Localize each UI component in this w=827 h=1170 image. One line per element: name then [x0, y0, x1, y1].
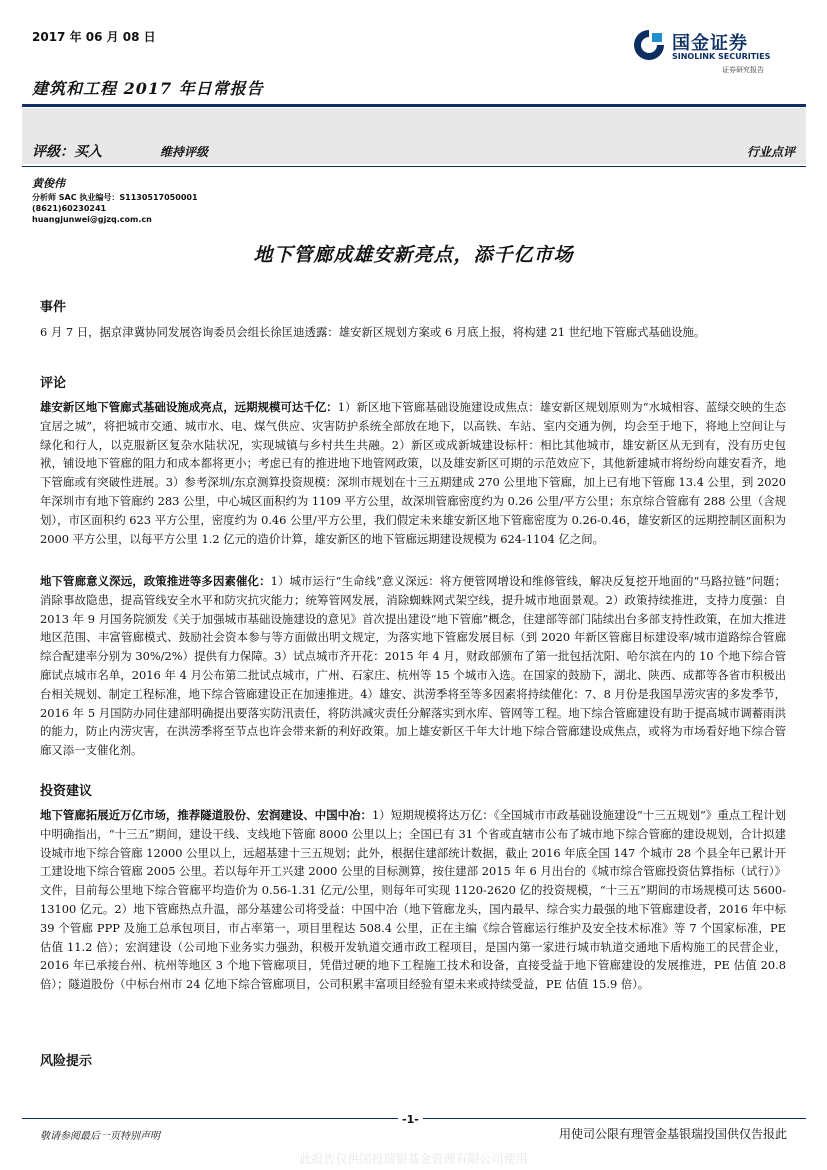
report-date: 2017 年 06 月 08 日	[32, 30, 156, 44]
analyst-email[interactable]: huangjunwei@gjzq.com.cn	[32, 215, 152, 224]
sinolink-logo-icon	[632, 28, 666, 62]
analyst-block	[32, 176, 198, 225]
rating-maintain: 维持评级	[160, 145, 209, 159]
watermark-text: 此报告仅供国投瑞银基金管理有限公司使用	[299, 1152, 528, 1166]
rating-label: 评级：买入	[32, 144, 102, 160]
report-category: 行业点评	[746, 145, 795, 159]
investment-paragraph-lead: 地下管廊拓展近万亿市场，推荐隧道股份、宏润建设、中国中冶：	[40, 808, 372, 822]
logo-english-name: SINOLINK SECURITIES	[672, 52, 771, 61]
company-logo	[632, 26, 792, 76]
rating-band	[22, 108, 806, 164]
header-divider	[22, 104, 806, 107]
comment-paragraph-1-text: 1）新区地下管廊基础设施建设成焦点：雄安新区规划原则为“水城相容、蓝绿交映的生态宜居之城”，将把城市交通、城市水、电、煤气供应、灾害防护系统全部放在地下，以高铁、车站、室内交通为例，均会至于地下，将地上空间让与绿化和行人，以克服新区复杂水陆状况，实现城镇与乡村共生共融。2）新区或成新城建设标杆：相比其他城市，雄安新区从无到有，没有历史包袱，铺设地下管廊的阻力和成本都将更小；考虑已有的推进地下地管网政策，以及雄安新区可期的示范效应下，其他新建城市将纷纷向雄安看齐，地下管廊或有突破性进展。3）参考深圳/东京测算投资规模：深圳市规划在十三五期建成 270 公里地下管廊，加上已有地下管廊 13.4 公里，到 2020 年深圳市有地下管廊约 283 公里，中心城区面积约为 1109 平方公里，故深圳管廊密度约为 0.26 公里/平方公里；东京综合管廊有 288 公里（含规划），市区面积约 623 平方公里，密度约为 0.46 公里/平方公里，我们假定未来雄安新区地下管廊密度为 0.26-0.46，雄安新区的远期控制区面积为 2000 平方公里，以每平方公里 1.2 亿元的造价计算，雄安新区的地下管廊远期建设规模为 624-1104 亿之间。	[40, 400, 786, 546]
comment-paragraph-2	[40, 572, 786, 760]
section-heading-event: 事件	[40, 300, 67, 315]
comment-paragraph-2-text: 1）城市运行“生命线”意义深远：将方便管网增设和维修管线，解决反复挖开地面的“马路拉链”问题；消除事故隐患，提高管线安全水平和防灾抗灾能力；统筹管网发展，消除蜘蛛网式架空线，提升城市地面景观。2）政策持续推进，支持力度强：自 2013 年 9 月国务院颁发《关于加强城市基础设施建设的意见》首次提出建设“地下管廊”概念，住建部等部门陆续出台多部支持性政策，在加大推进地区范围、丰富管廊模式、鼓励社会资本参与等方面做出明文规定，为落实地下管廊发展目标（到 2020 年新区管廊目标建设率/城市道路综合管廊综合配建率分别为 30%/2%）提供有力保障。3）试点城市齐开花：2015 年 4 月，财政部颁布了第一批包括沈阳、哈尔滨在内的 10 个地下综合管廊试点城市名单，2016 年 4 月公布第二批试点城市，广州、石家庄、杭州等 15 个城市入选。在国家的鼓励下，湖北、陕西、成都等各省市积极出台相关规划、制定工程标准，地下综合管廊建设正在加速推进。4）雄安、洪涝季将至等多因素将持续催化：7、8 月份是我国旱涝灾害的多发季节，2016 年 5 月国防办同住建部明确提出要落实防汛责任，将防洪减灾责任分解落实到水库、管网等工程。地下综合管廊建设有助于提高城市调蓄雨洪的能力，防止内涝灾害，在洪涝季将至节点也许会带来新的利好政策。加上雄安新区千年大计地下综合管廊建设成焦点，或将为市场看好地下综合管廊又添一支催化剂。	[40, 574, 786, 758]
analyst-name: 黄俊伟	[32, 177, 65, 190]
disclaimer-link[interactable]: 敬请参阅最后一页特别声明	[40, 1131, 160, 1142]
usage-note: 用使司公限有理管金基银瑞投国供仅告报此	[558, 1127, 787, 1141]
report-series-title: 建筑和工程 2017 年日常报告	[32, 79, 264, 98]
event-paragraph: 6 月 7 日，据京津冀协同发展咨询委员会组长徐匡迪透露：雄安新区规划方案或 6 月底上报，将构建 21 世纪地下管廊式基础设施。	[40, 325, 706, 339]
section-heading-risk: 风险提示	[40, 1054, 93, 1069]
investment-paragraph-text: 1）短期规模将达万亿：《全国城市市政基础设施建设“十三五规划”》重点工程计划中明确指出，“十三五”期间，建设干线、支线地下管廊 8000 公里以上；全国已有 31 个省或直辖市公布了城市地下综合管廊的建设规划，合计拟建设城市地下综合管廊 12000 公里以上，远超基建十三五规划；此外，根据住建部统计数据，截止 2016 年底全国 147 个城市 28 个县全年已累计开工建设地下综合管廊 2005 公里。若以每年开工兴建 2000 公里的目标测算，按住建部 2015 年 6 月出台的《城市综合管廊投资估算指标（试行）》文件，目前每公里地下综合管廊平均造价为 0.56-1.31 亿元/公里，则每年可实现 1120-2620 亿的投资规模，“十三五”期间的市场规模可达 5600-13100 亿元。2）地下管廊热点升温，部分基建公司将受益：中国中冶（地下管廊龙头，国内最早、综合实力最强的地下管廊建设者，2016 年中标 39 个管廊 PPP 及施工总承包项目，市占率第一，项目里程达 508.4 公里，正在主编《综合管廊运行维护及安全技术标准》等 7 个国家标准，PE 估值 11.2 倍）；宏润建设（公司地下业务实力强劲，积极开发轨道交通市政工程项目，是国内第一家进行城市轨道交通地下盾构施工的民营企业，2016 年已承接台州、杭州等地区 3 个地下管廊项目，凭借过硬的地下工程施工技术和设备，直接受益于地下管廊建设的发展推进，PE 估值 20.8 倍）；隧道股份（中标台州市 24 亿地下综合管廊项目，公司积累丰富项目经验有望未来或持续受益，PE 估值 15.9 倍）。	[40, 808, 786, 992]
section-heading-investment: 投资建议	[40, 784, 93, 799]
investment-paragraph	[40, 806, 786, 994]
page-number: -1-	[398, 1113, 423, 1126]
analyst-phone: (8621)60230241	[32, 204, 107, 213]
analyst-license: 分析师 SAC 执业编号：S1130517050001	[32, 193, 198, 202]
comment-paragraph-2-lead: 地下管廊意义深远，政策推进等多因素催化：	[40, 574, 271, 588]
logo-chinese-name: 国金证券	[672, 33, 748, 54]
rating-divider	[22, 166, 806, 167]
page-title: 地下管廊成雄安新亮点，添千亿市场	[253, 244, 574, 266]
section-heading-comment: 评论	[40, 376, 67, 391]
comment-paragraph-1	[40, 398, 786, 548]
comment-paragraph-1-lead: 雄安新区地下管廊式基础设施成亮点，远期规模可达千亿：	[40, 400, 338, 414]
logo-subtitle: 证券研究报告	[722, 66, 764, 74]
